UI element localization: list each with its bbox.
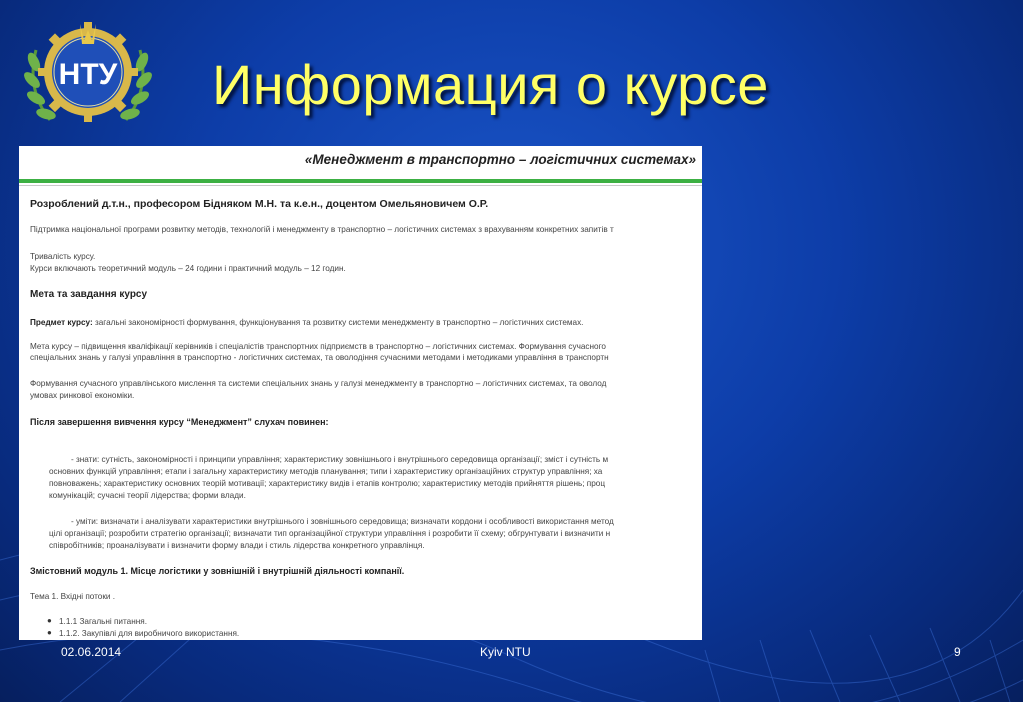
topic-line: Тема 1. Вхідні потоки . xyxy=(30,592,116,601)
know-line-2: основних функцій управління; етапи і загальну характеристику методів планування; типи і характеристику організаційних структур управління; ха xyxy=(49,467,603,476)
authors-line: Розроблений д.т.н., професором Бідняком М.Н. та к.е.н., доцентом Омельяновичем О.Р. xyxy=(30,198,489,210)
slide-number: 9 xyxy=(954,645,961,659)
document-screenshot xyxy=(19,146,702,640)
support-line: Підтримка національної програми розвитку методів, технологій і менеджменту в транспортно – логістичних системах з врахуванням конкретних запитів т xyxy=(30,225,614,234)
goal-heading: Мета та завдання курсу xyxy=(30,289,148,300)
duration-text: Курси включають теоретичний модуль – 24 години і практичний модуль – 12 годин. xyxy=(30,264,346,273)
list-item: 1.1.2. Закупівлі для виробничого використання. xyxy=(59,629,240,638)
aim-line-2: спеціальних знань у галузі управління в транспортно - логістичних системах, та оволодіння сучасними методами і методиками управління в транспортн xyxy=(30,353,609,362)
bullet-icon: ● xyxy=(47,616,52,625)
document-header: «Менеджмент в транспортно – логістичних системах» xyxy=(304,152,696,167)
header-divider xyxy=(19,179,702,183)
formation-line-2: умовах ринкової економіки. xyxy=(30,391,135,400)
formation-line-1: Формування сучасного управлінського мислення та системи спеціальних знань у галузі менеджменту в транспортно – логістичних системах, та оволод xyxy=(30,379,607,388)
page-title: Информация о курсе xyxy=(212,53,769,116)
footer-date: 02.06.2014 xyxy=(61,645,122,659)
university-logo xyxy=(18,10,158,135)
bullet-icon: ● xyxy=(47,628,52,637)
can-line-3: співробітників; проаналізувати і визначити форму влади і стиль лідерства конкретного управлінця. xyxy=(49,541,425,550)
header-divider-thin xyxy=(19,185,702,186)
know-line-1: - знати: сутність, закономірності і принципи управління; характеристику зовнішнього і внутрішнього середовища організації; зміст і сутність м xyxy=(71,455,609,464)
can-line-1: - уміти: визначати і аналізувати характеристики внутрішнього і зовнішнього середовища; визначати кордони і особливості використання метод xyxy=(71,517,614,526)
subject-label: Предмет курсу: xyxy=(30,318,93,327)
duration-label: Тривалість курсу. xyxy=(30,252,96,261)
after-heading: Після завершення вивчення курсу “Менеджмент” слухач повинен: xyxy=(30,417,329,427)
module-heading: Змістовний модуль 1. Місце логістики у зовнішній і внутрішній діяльності компанії. xyxy=(30,566,405,576)
list-item: 1.1.1 Загальні питання. xyxy=(59,617,147,626)
know-line-3: повноважень; характеристику основних теорій мотивації; характеристику видів і етапів контролю; характеристику методів прийняття рішень; проц xyxy=(49,479,606,488)
svg-text:НТУ: НТУ xyxy=(58,58,118,91)
aim-line-1: Мета курсу – підвищення кваліфікації керівників і спеціалістів транспортних підприємств в транспортно – логістичних системах. Формування сучасного xyxy=(30,342,606,351)
know-line-4: комунікацій; сучасні теорії лідерства; форми влади. xyxy=(49,491,246,500)
subject-line xyxy=(30,318,583,327)
footer-center: Kyiv NTU xyxy=(480,645,531,659)
can-line-2: цілі організації; розробити стратегію організації; визначати тип організаційної структури управління і розробити її схему; обгрунтувати і визначити н xyxy=(49,529,611,538)
subject-text: загальні закономірності формування, функціонування та розвитку системи менеджменту в транспортно – логістичних системах. xyxy=(92,318,584,327)
